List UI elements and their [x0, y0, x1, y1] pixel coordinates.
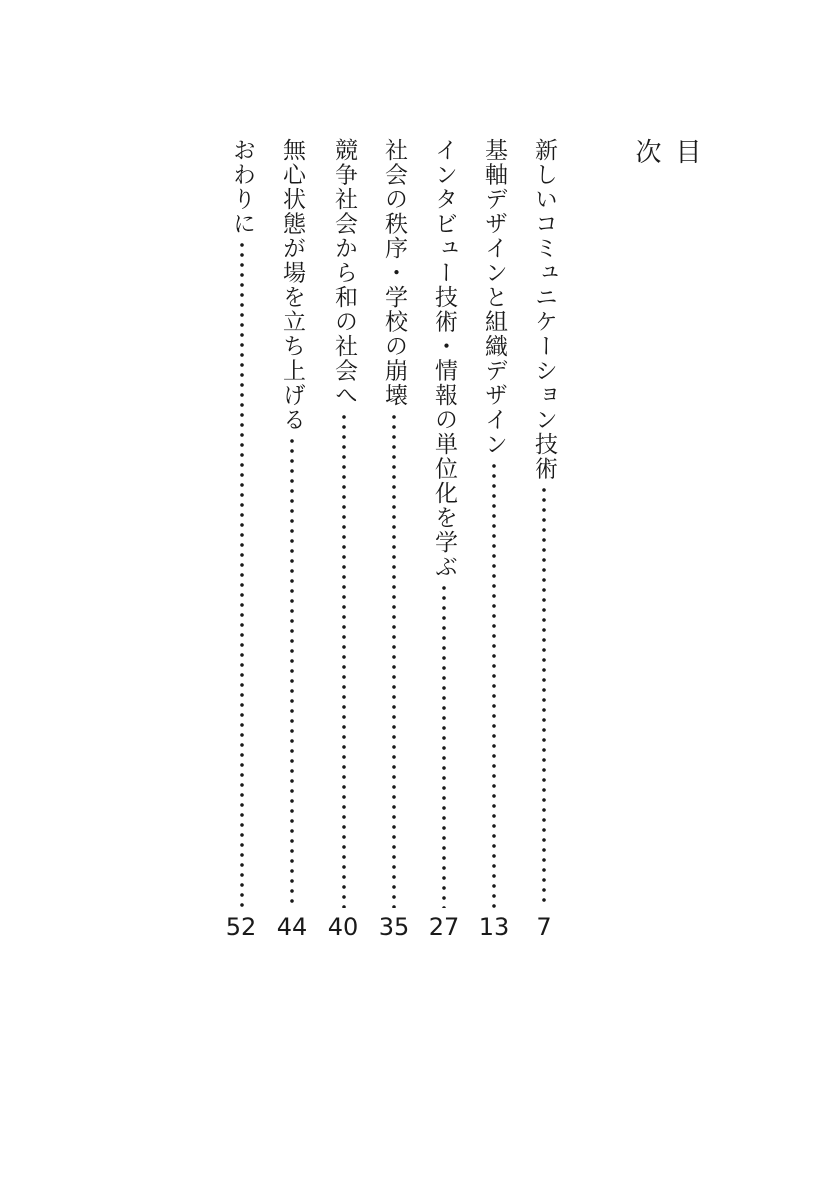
toc-entry[interactable] — [477, 138, 511, 908]
toc-entry-page: 27 — [428, 913, 460, 941]
toc-entry-title: 基軸デザインと組織デザイン — [481, 138, 507, 457]
toc-entry-page: 35 — [378, 913, 410, 941]
toc-entry-page: 44 — [276, 913, 308, 941]
toc-entry-title: 競争社会から和の社会へ — [331, 138, 357, 408]
toc-entry-leader — [442, 583, 446, 908]
toc-entry-leader — [542, 485, 546, 908]
toc-entry[interactable] — [225, 138, 259, 908]
toc-entry[interactable] — [527, 138, 561, 908]
toc-entry-page: 52 — [225, 913, 257, 941]
toc-entry-title: 無心状態が場を立ち上げる — [279, 138, 305, 432]
toc-entry-title: 新しいコミュニケーション技術 — [531, 138, 557, 481]
toc-entry-leader — [240, 240, 244, 908]
toc-entry[interactable] — [377, 138, 411, 908]
toc-entry-page: 13 — [478, 913, 510, 941]
toc-entry[interactable] — [427, 138, 461, 908]
toc-entry-title: 社会の秩序・学校の崩壊 — [381, 138, 407, 408]
toc-entry-leader — [342, 412, 346, 909]
toc-entry[interactable] — [327, 138, 361, 908]
toc-entry[interactable] — [275, 138, 309, 908]
toc-entry-leader — [290, 436, 294, 908]
toc-entry-page: 40 — [327, 913, 359, 941]
toc-entry-leader — [392, 412, 396, 909]
toc-entry-leader — [492, 461, 496, 909]
toc-heading: 目 次 — [631, 138, 701, 230]
toc-entry-page: 7 — [536, 913, 552, 941]
toc-entry-title: おわりに — [229, 138, 255, 236]
toc-entry-title: インタビュー技術・情報の単位化を学ぶ — [431, 138, 457, 579]
